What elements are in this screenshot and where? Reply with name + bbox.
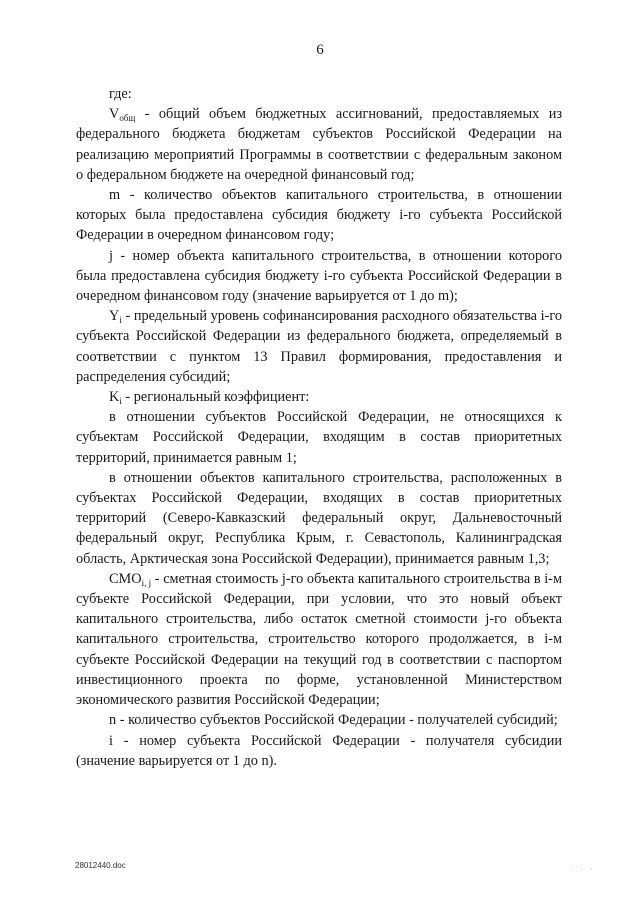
variable-subscript: i, j [141, 577, 152, 588]
definition-text: - предельный уровень софинансирования расходного обязательства i-го субъекта Российской Федерации из федерального бюджета, определяемый в соответствии с пунктом 13 Правил формирования, предоставления и распределения субсидий; [76, 308, 562, 385]
k-case-standard: в отношении субъектов Российской Федерации, не относящихся к субъектам Российской Федерации, входящим в состав приоритетных территорий, принимается равным 1; [76, 409, 562, 466]
variable-symbol: K [109, 389, 120, 406]
definition-text: - количество субъектов Российской Федерации - получателей субсидий; [116, 712, 558, 729]
intro-line: где: [109, 86, 132, 102]
variable-symbol: i [109, 732, 113, 749]
variable-subscript: i [119, 315, 122, 326]
footer-marks: · · · [570, 866, 596, 873]
variable-subscript: общ [119, 113, 136, 124]
variable-symbol: n [109, 712, 117, 729]
definition-text: - региональный коэффициент: [121, 389, 310, 406]
definition-i [76, 731, 562, 771]
definition-j [76, 246, 562, 307]
definition-text: - номер субъекта Российской Федерации - получателя субсидии (значение варьируется от 1 до n). [76, 732, 562, 769]
variable-subscript: i [119, 396, 122, 407]
variable-symbol: m [109, 187, 121, 204]
variable-symbol: СМО [109, 570, 142, 587]
definition-text: - общий объем бюджетных ассигнований, предоставляемых из федерального бюджета бюджетам субъектов Российской Федерации на реализацию мероприятий Программы в соответствии с федеральным законом о федеральном бюджете на очередной финансовый год; [76, 106, 562, 183]
definition-text: - сметная стоимость j-го объекта капитального строительства в i-м субъекте Российской Федерации, при условии, что это новый объект капитального строительства, либо остаток сметной стоимости j-го объекта капитального строительства, строительство которого продолжается, в i-м субъекте Российской Федерации на текущий год в соответствии с паспортом инвестиционного проекта по форме, установленной Министерством экономического развития Российской Федерации; [76, 570, 562, 709]
document-code: 28012440.doc [75, 861, 126, 870]
variable-symbol: j [109, 247, 113, 264]
variable-symbol: Y [109, 308, 120, 325]
definition-m [76, 185, 562, 246]
definition-text: - номер объекта капитального строительства, в отношении которого была предоставлена субсидия бюджету i-го субъекта Российской Федерации в очередном финансовом году (значение варьируется от 1 до m); [76, 247, 562, 305]
page-number: 6 [316, 42, 324, 58]
definition-ki [76, 387, 562, 407]
k-case-priority: в отношении объектов капитального строительства, расположенных в субъектах Российской Федерации, входящих в состав приоритетных территорий (Северо-Кавказский федеральный округ, Дальневосточный федеральный округ, Республика Крым, г. Севастополь, Калининградская область, Арктическая зона Российской Федерации), принимается равным 1,3; [76, 469, 562, 567]
definition-yi [76, 306, 562, 387]
definition-cmo [76, 569, 562, 710]
definition-n [76, 710, 562, 730]
variable-symbol: V [109, 106, 120, 123]
document-body [76, 84, 562, 771]
definition-text: - количество объектов капитального строительства, в отношении которых была предоставлена субсидия бюджету i-го субъекта Российской Федерации в очередном финансовом году; [76, 187, 562, 244]
definition-v-total [76, 104, 562, 185]
